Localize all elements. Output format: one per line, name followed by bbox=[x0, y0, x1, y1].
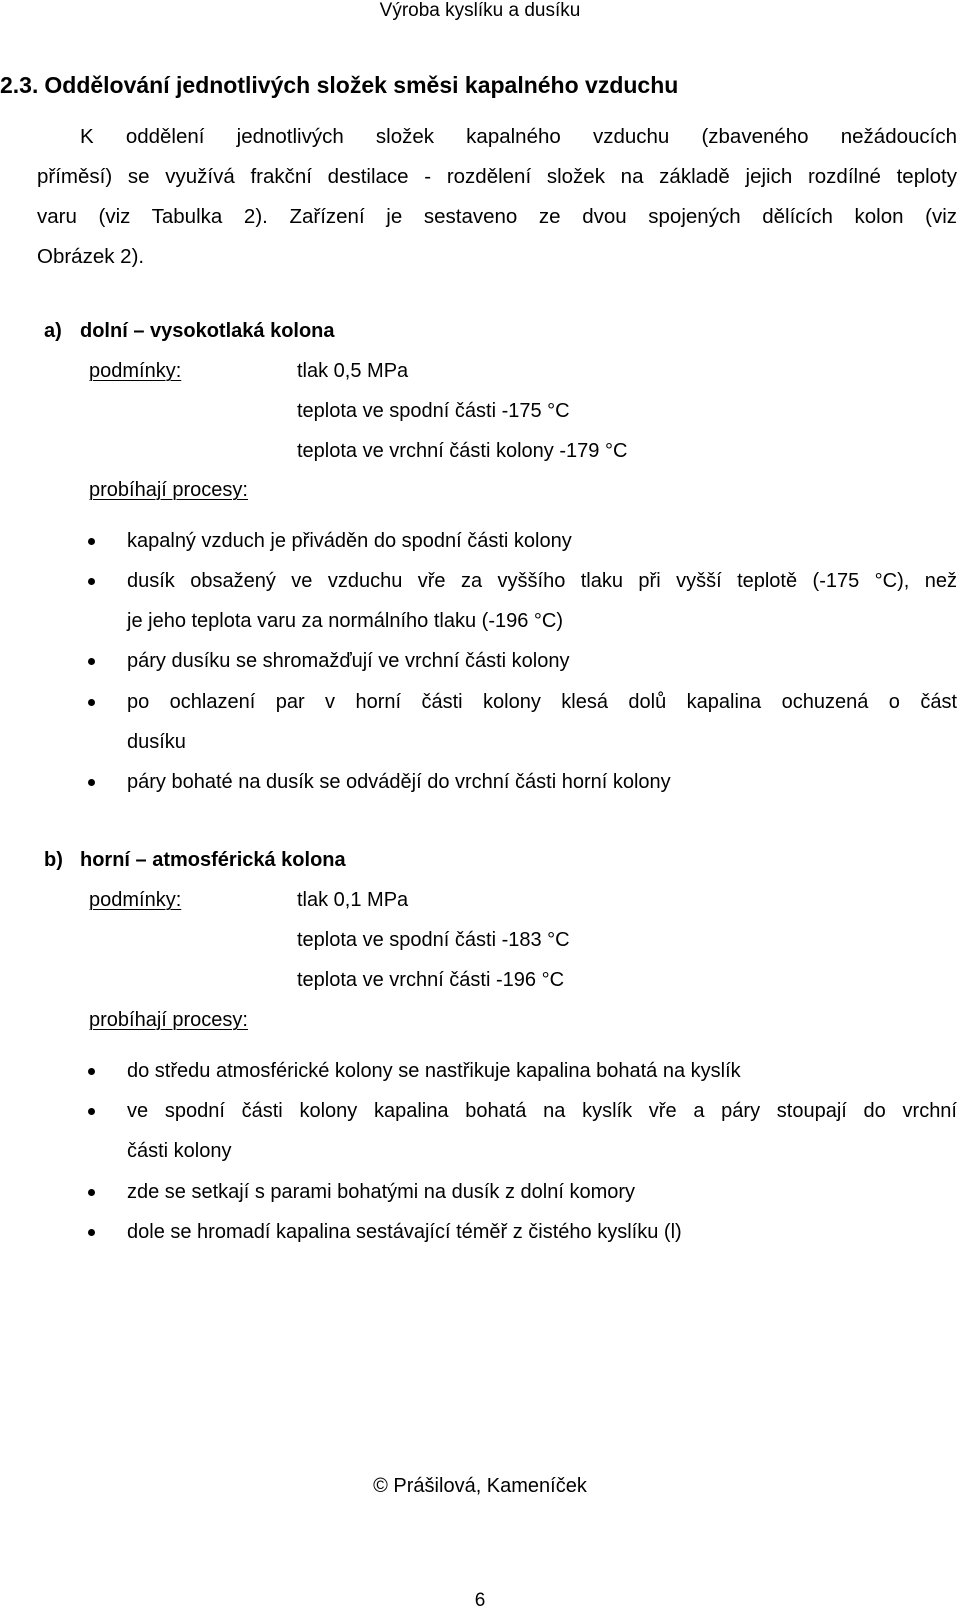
column-b-processes-label: probíhají procesy: bbox=[89, 1009, 248, 1031]
intro-line: příměsí) se využívá frakční destilace - rozdělení složek na základě jejich rozdílné teploty bbox=[37, 165, 957, 188]
column-a-process: páry bohaté na dusík se odvádějí do vrchní části horní kolony bbox=[127, 771, 671, 793]
page-header: Výroba kyslíku a dusíku bbox=[379, 0, 581, 21]
column-a-process: páry dusíku se shromažďují ve vrchní části kolony bbox=[127, 650, 570, 672]
section-title bbox=[0, 71, 678, 99]
column-a-process: dusíku bbox=[127, 731, 186, 753]
column-b-conditions-label: podmínky: bbox=[89, 889, 182, 911]
intro-line: Obrázek 2). bbox=[37, 245, 145, 268]
bullet-icon bbox=[88, 658, 95, 665]
bullet-icon bbox=[88, 1108, 95, 1115]
bullet-icon bbox=[88, 1068, 95, 1075]
column-b-heading bbox=[44, 848, 346, 872]
column-b-condition: tlak 0,1 MPa bbox=[297, 889, 409, 911]
intro-line: K oddělení jednotlivých složek kapalného vzduchu (zbaveného nežádoucích bbox=[80, 125, 957, 148]
column-a-heading bbox=[44, 319, 335, 343]
column-a-title: dolní – vysokotlaká kolona bbox=[80, 320, 335, 342]
column-a-condition: teplota ve vrchní části kolony -179 °C bbox=[297, 440, 628, 462]
column-b-process: zde se setkají s parami bohatými na dusík z dolní komory bbox=[127, 1181, 636, 1203]
column-a-process: je jeho teplota varu za normálního tlaku (-196 °C) bbox=[127, 610, 564, 632]
footer-copyright: © Prášilová, Kameníček bbox=[373, 1475, 587, 1497]
bullet-icon bbox=[88, 779, 95, 786]
column-b-letter: b) bbox=[44, 849, 63, 871]
column-a-conditions-label: podmínky: bbox=[89, 360, 182, 382]
page-number: 6 bbox=[474, 1590, 486, 1611]
column-a-process: dusík obsažený ve vzduchu vře za vyššího tlaku při vyšší teplotě (-175 °C), než bbox=[127, 570, 957, 592]
column-b-condition: teplota ve vrchní části -196 °C bbox=[297, 969, 565, 991]
bullet-icon bbox=[88, 578, 95, 585]
column-a-process: kapalný vzduch je přiváděn do spodní části kolony bbox=[127, 530, 572, 552]
column-a-condition: tlak 0,5 MPa bbox=[297, 360, 409, 382]
column-b-title: horní – atmosférická kolona bbox=[80, 849, 346, 871]
column-b-process: do středu atmosférické kolony se nastřikuje kapalina bohatá na kyslík bbox=[127, 1060, 741, 1082]
section-number: 2.3. bbox=[0, 72, 39, 98]
intro-line: varu (viz Tabulka 2). Zařízení je sestaveno ze dvou spojených dělících kolon (viz bbox=[37, 205, 957, 228]
column-a-processes-label: probíhají procesy: bbox=[89, 479, 248, 501]
section-title-text: Oddělování jednotlivých složek směsi kapalného vzduchu bbox=[44, 72, 679, 98]
column-b-process: ve spodní části kolony kapalina bohatá na kyslík vře a páry stoupají do vrchní bbox=[127, 1100, 957, 1122]
bullet-icon bbox=[88, 538, 95, 545]
column-a-letter: a) bbox=[44, 320, 62, 342]
column-b-process: dole se hromadí kapalina sestávající téměř z čistého kyslíku (l) bbox=[127, 1221, 682, 1243]
bullet-icon bbox=[88, 1229, 95, 1236]
column-a-condition: teplota ve spodní části -175 °C bbox=[297, 400, 570, 422]
column-b-condition: teplota ve spodní části -183 °C bbox=[297, 929, 570, 951]
bullet-icon bbox=[88, 699, 95, 706]
column-a-process: po ochlazení par v horní části kolony klesá dolů kapalina ochuzená o část bbox=[127, 691, 957, 713]
bullet-icon bbox=[88, 1189, 95, 1196]
column-b-process: části kolony bbox=[127, 1140, 232, 1162]
